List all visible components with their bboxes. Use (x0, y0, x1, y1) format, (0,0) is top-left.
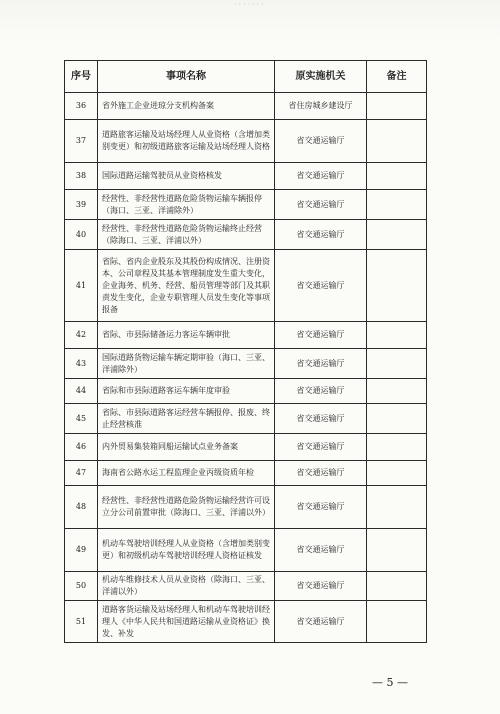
row-agency-cell: 省交通运输厅 (275, 379, 367, 404)
page-number: — 5 — (372, 676, 408, 689)
table-header-row (65, 61, 427, 93)
row-seq-cell: 39 (65, 190, 98, 220)
row-agency-cell: 省交通运输厅 (275, 349, 367, 379)
row-name-cell: 经营性、非经营性道路危险货物运输车辆报停（海口、三亚、洋浦除外） (98, 190, 275, 220)
table-row (65, 529, 427, 572)
row-remark-cell (367, 486, 427, 529)
row-seq-cell: 50 (65, 572, 98, 601)
row-seq-cell: 37 (65, 120, 98, 163)
row-name-cell: 道路客货运输及站场经理人和机动车驾驶培训经理人《中华人民共和国道路运输从业资格证》换发、补发 (98, 601, 275, 643)
row-seq-cell: 44 (65, 379, 98, 404)
row-name-cell: 经营性、非经营性道路危险货物运输经营许可设立分公司前置审批（除海口、三亚、洋浦以外） (98, 486, 275, 529)
row-agency-cell: 省交通运输厅 (275, 190, 367, 220)
row-agency-cell: 省交通运输厅 (275, 120, 367, 163)
row-agency-cell: 省交通运输厅 (275, 322, 367, 349)
row-seq-cell: 36 (65, 93, 98, 120)
row-remark-cell (367, 220, 427, 250)
row-seq-cell: 47 (65, 461, 98, 486)
row-agency-cell: 省交通运输厅 (275, 163, 367, 190)
row-name-cell: 省际、市县际道路客运经营车辆报停、报废、终止经营核准 (98, 404, 275, 434)
row-remark-cell (367, 190, 427, 220)
table-row (65, 349, 427, 379)
row-remark-cell (367, 572, 427, 601)
row-name-cell: 省际、市县际储备运力客运车辆审批 (98, 322, 275, 349)
row-seq-cell: 48 (65, 486, 98, 529)
row-agency-cell: 省交通运输厅 (275, 601, 367, 643)
row-agency-cell: 省交通运输厅 (275, 572, 367, 601)
row-remark-cell (367, 434, 427, 461)
row-seq-cell: 38 (65, 163, 98, 190)
row-name-cell: 海南省公路水运工程监理企业丙级资质年检 (98, 461, 275, 486)
table-row (65, 601, 427, 643)
table-row (65, 220, 427, 250)
row-name-cell: 省外施工企业进琼分支机构备案 (98, 93, 275, 120)
row-agency-cell: 省交通运输厅 (275, 529, 367, 572)
row-seq-cell: 51 (65, 601, 98, 643)
table-row (65, 379, 427, 404)
row-seq-cell: 45 (65, 404, 98, 434)
table-row (65, 250, 427, 322)
table-row (65, 190, 427, 220)
row-agency-cell: 省交通运输厅 (275, 434, 367, 461)
row-remark-cell (367, 322, 427, 349)
row-seq-cell: 46 (65, 434, 98, 461)
row-remark-cell (367, 404, 427, 434)
row-agency-cell: 省交通运输厅 (275, 250, 367, 322)
row-name-cell: 国际道路货物运输车辆定期审验（海口、三亚、洋浦除外） (98, 349, 275, 379)
row-name-cell: 机动车维修技术人员从业资格（除海口、三亚、洋浦以外） (98, 572, 275, 601)
row-name-cell: 经营性、非经营性道路危险货物运输终止经营（除海口、三亚、洋浦以外） (98, 220, 275, 250)
row-remark-cell (367, 529, 427, 572)
items-table (64, 60, 427, 643)
row-name-cell: 机动车驾驶培训经理人从业资格（含增加类别变更）和初级机动车驾驶培训经理人资格证核发 (98, 529, 275, 572)
row-seq-cell: 40 (65, 220, 98, 250)
row-name-cell: 内外贸易集装箱同船运输试点业务备案 (98, 434, 275, 461)
row-remark-cell (367, 601, 427, 643)
row-name-cell: 省际和市县际道路客运车辆年度审验 (98, 379, 275, 404)
column-header-remark: 备注 (367, 61, 427, 93)
table-row (65, 461, 427, 486)
table-row (65, 322, 427, 349)
table-row (65, 572, 427, 601)
column-header-seq: 序号 (65, 61, 98, 93)
row-seq-cell: 42 (65, 322, 98, 349)
row-name-cell: 省际、省内企业股东及其股份构成情况、注册资本、公司章程及其基本管理制度发生重大变化，企业海务、机务、经营、船员管理等部门及其职责发生变化，企业专职管理人员发生变化等事项报备 (98, 250, 275, 322)
row-remark-cell (367, 379, 427, 404)
row-agency-cell: 省交通运输厅 (275, 404, 367, 434)
table-row (65, 486, 427, 529)
row-remark-cell (367, 93, 427, 120)
table-row (65, 93, 427, 120)
row-remark-cell (367, 163, 427, 190)
row-seq-cell: 49 (65, 529, 98, 572)
row-remark-cell (367, 349, 427, 379)
row-agency-cell: 省交通运输厅 (275, 486, 367, 529)
column-header-name: 事项名称 (98, 61, 275, 93)
row-name-cell: 国际道路运输驾驶员从业资格核发 (98, 163, 275, 190)
row-agency-cell: 省交通运输厅 (275, 220, 367, 250)
row-remark-cell (367, 250, 427, 322)
row-seq-cell: 41 (65, 250, 98, 322)
row-agency-cell: 省住房城乡建设厅 (275, 93, 367, 120)
table-row (65, 120, 427, 163)
row-remark-cell (367, 120, 427, 163)
row-name-cell: 道路旅客运输及站场经理人从业资格（含增加类别变更）和初级道路旅客运输及站场经理人资格 (98, 120, 275, 163)
faint-header-text: ······· (234, 0, 266, 9)
row-remark-cell (367, 461, 427, 486)
table-row (65, 404, 427, 434)
column-header-agency: 原实施机关 (275, 61, 367, 93)
table-row (65, 434, 427, 461)
row-seq-cell: 43 (65, 349, 98, 379)
table-row (65, 163, 427, 190)
row-agency-cell: 省交通运输厅 (275, 461, 367, 486)
